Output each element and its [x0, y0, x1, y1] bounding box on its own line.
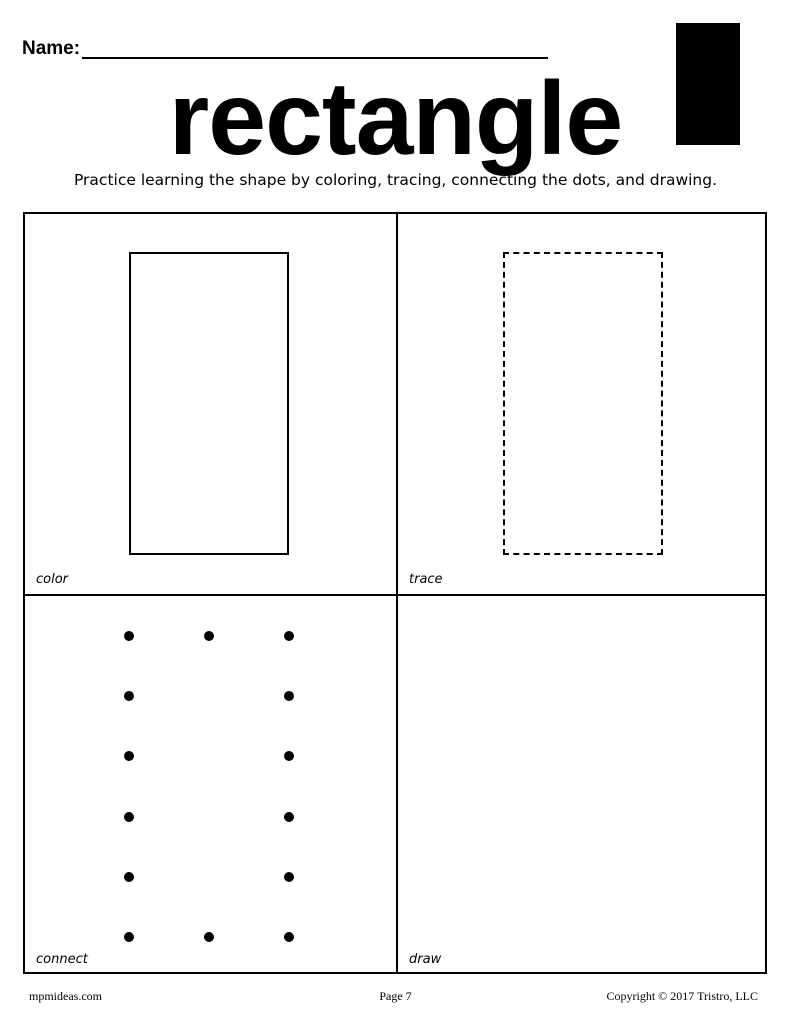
- dashed-rectangle-icon: [503, 252, 663, 555]
- name-label: Name:: [22, 38, 81, 59]
- connect-dot: [124, 751, 134, 761]
- connect-dot: [284, 872, 294, 882]
- connect-dot: [124, 932, 134, 942]
- connect-dot: [284, 691, 294, 701]
- worksheet-grid: [23, 212, 767, 974]
- draw-panel-label: draw: [409, 952, 442, 967]
- connect-panel-label: connect: [36, 952, 88, 967]
- footer-website: mpmideas.com: [29, 989, 102, 1003]
- page-title: rectangle: [168, 61, 623, 177]
- connect-dot: [124, 691, 134, 701]
- connect-dot: [284, 812, 294, 822]
- filled-rectangle-icon: [676, 23, 740, 145]
- connect-dot: [284, 751, 294, 761]
- connect-dot: [124, 631, 134, 641]
- connect-dot: [284, 932, 294, 942]
- footer-page-number: Page 7: [379, 989, 412, 1003]
- outlined-rectangle-icon: [129, 252, 289, 555]
- draw-area[interactable]: [398, 596, 765, 972]
- connect-dot: [284, 631, 294, 641]
- connect-dot: [204, 932, 214, 942]
- color-panel-label: color: [36, 572, 69, 587]
- instructions: Practice learning the shape by coloring, tracing, connecting the dots, and drawing.: [73, 171, 718, 189]
- footer-copyright: Copyright © 2017 Tristro, LLC: [606, 989, 758, 1003]
- connect-dot: [124, 812, 134, 822]
- name-line: [82, 57, 548, 59]
- connect-dot: [204, 631, 214, 641]
- trace-panel-label: trace: [409, 572, 443, 587]
- connect-dot: [124, 872, 134, 882]
